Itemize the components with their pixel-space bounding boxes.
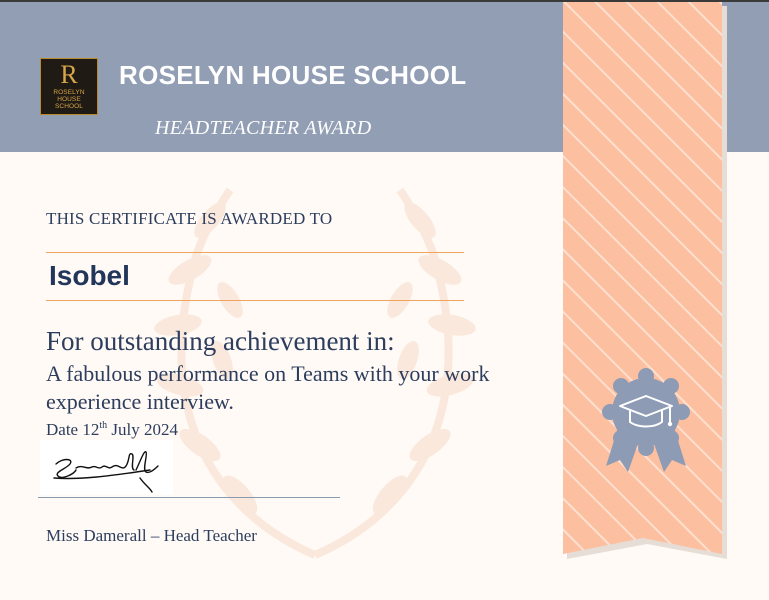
recipient-bottom-rule (46, 300, 464, 301)
recipient-name: Isobel (49, 260, 130, 291)
date-prefix: Date 12 (46, 420, 100, 439)
logo-text-line1: ROSELYN HOUSE (53, 89, 85, 103)
signature-line (38, 497, 340, 498)
signatory: Miss Damerall – Head Teacher (46, 526, 257, 545)
graduation-cap-rosette-icon (600, 368, 692, 478)
awarded-to-label: THIS CERTIFICATE IS AWARDED TO (46, 209, 333, 228)
achievement-text: A fabulous performance on Teams with your work experience interview. (46, 361, 490, 414)
date-ordinal: th (99, 420, 108, 431)
award-title: HEADTEACHER AWARD (155, 117, 372, 139)
logo-monogram: R (60, 60, 78, 89)
school-logo (40, 58, 98, 115)
recipient-top-rule (46, 252, 464, 253)
school-name: ROSELYN HOUSE SCHOOL (119, 60, 467, 90)
logo-text-line2: SCHOOL (54, 103, 84, 110)
signature-image (40, 440, 173, 495)
date-rest: July 2024 (107, 420, 178, 439)
achievement-heading: For outstanding achievement in: (46, 326, 395, 356)
award-date (46, 420, 178, 440)
